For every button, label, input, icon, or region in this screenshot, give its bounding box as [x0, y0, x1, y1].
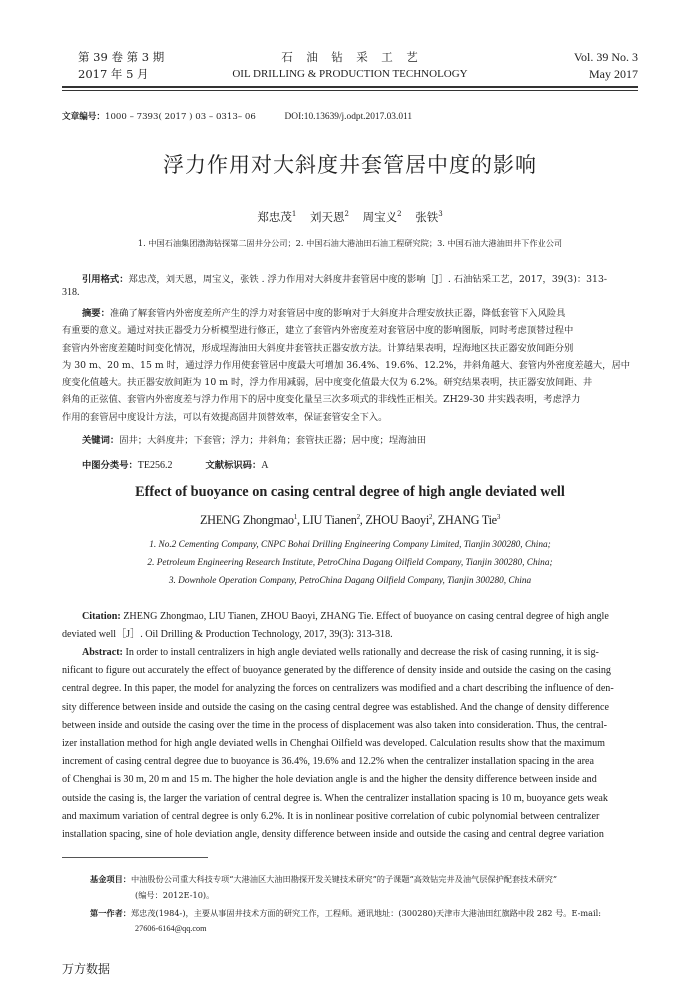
authors-cn	[0, 209, 700, 225]
classification-cn: 中图分类号：TE256.2 文献标识码：A	[82, 460, 269, 471]
citation-en: Citation: ZHENG Zhongmao, LIU Tianen, ZHOU Baoyi, ZHANG Tie. Effect of buoyance on casing central degree of high angle deviated well［J］. Oil Drilling & Production Technology, 2017, 39(3): 313-318.	[62, 611, 609, 641]
header-date-en: May 2017	[589, 67, 638, 81]
author-cn: 郑忠茂$^1$	[257, 210, 297, 224]
article-meta	[62, 110, 412, 122]
header-journal-en: OIL DRILLING & PRODUCTION TECHNOLOGY	[232, 68, 468, 80]
keywords-cn-label: 关键词：	[82, 435, 120, 446]
watermark: 万方数据	[62, 962, 111, 976]
header-volume-cn: 第 39 卷 第 3 期	[78, 50, 165, 64]
title-en: Effect of buoyance on casing central degree of high angle deviated well	[135, 484, 565, 500]
footnote-rule	[62, 857, 208, 858]
citation-cn: 引用格式：郑忠茂，刘天恩，周宝义，张铁 . 浮力作用对大斜度井套管居中度的影响［J］. 石油钻采工艺，2017，39(3)：313- 318.	[62, 274, 608, 299]
article-no-label: 文章编号：	[62, 112, 105, 122]
affiliations-en: 1. No.2 Cementing Company, CNPC Bohai Drilling Engineering Company Limited, Tianjin 300280, China; 2. Petroleum Engineering Research Institute, PetroChina Dagang Oilfield Company, Tianjin 300280, China; 3. Downhole Operation Company, PetroChina Dagang Oilfield Company, Tianjin 300280, China	[147, 540, 553, 586]
title-cn: 浮力作用对大斜度井套管居中度的影响	[163, 153, 537, 177]
header-rule-thin	[62, 90, 638, 91]
footnotes: 基金项目：中油股份公司重大科技专项“大港油区大油田勘探开发关键技术研究”的子课题“高效钻完井及油气层保护配套技术研究” (编号：2012E-10)。 第一作者：郑忠茂(1984-)，主要从事固井技术方面的研究工作，工程师。通讯地址：(300280)天津市大港油田红旗路中段 282 号。E-mail: 27606-6164@qq.com	[90, 871, 640, 937]
author-cn: 刘天恩$^2$	[309, 210, 349, 224]
citation-en-label: Citation:	[82, 611, 121, 622]
author-note: 第一作者：郑忠茂(1984-)，主要从事固井技术方面的研究工作，工程师。通讯地址：(300280)天津市大港油田红旗路中段 282 号。E-mail:	[90, 908, 602, 918]
author-cn: 周宝义$^2$	[362, 210, 402, 224]
abstract-cn: 摘要：准确了解套管内外密度差所产生的浮力对套管居中度的影响对于大斜度井合理安放扶正器，降低套管下入风险具 有重要的意义。通过对扶正器受力分析模型进行修正，建立了套管内外密度差对套管居中度的影响图版，同时考虑顶替过程中 套管内外密度差随时间变化情况，形成埕海油田大斜度井套管扶正器安放方法。计算结果表明，埕海地区扶正器安放间距分别 为 30 m、20 m、15 m 时，通过浮力作用使套管居中度最大可增加 36.4%、19.6%、12.2%，井斜角越大、套管内外密度差越大，居中 度变化值越大。扶正器安放间距为 10 m 时，浮力作用减弱，居中度变化值最大仅为 6.2%。研究结果表明，扶正器安放间距、井 斜角的正弦值、套管内外密度差与浮力作用下的居中度变化量呈三次多项式的非线性正相关。ZH29-30 井实践表明，考虑浮力 作用的套管居中度设计方法，可以有效提高固井顶替效率，保证套管安全下入。	[62, 308, 631, 423]
header-volume-en: Vol. 39 No. 3	[573, 50, 638, 64]
abstract-en: Abstract: In order to install centralizers in high angle deviated wells rationally and decrease the risk of casing running, it is sig- nificant to figure out accurately the effect of buoyance generated by the difference of density inside and outside the casing on the casing central degree. In this paper, the model for analyzing the forces on centralizers was modified and a chart describing the influence of den- sity difference between inside and outside the casing on the casing central degree was established. And the change of density difference between inside and outside the casing over the time in the process of displacement was also taken into consideration. Thus, the central- izer installation method for high angle deviated wells in Chenghai Oilfield was developed. Calculation results show that the maximum increment of casing central degree due to buoyance is 36.4%, 19.6% and 12.2% when the centralizer installation spacing in the area of Chenghai is 30 m, 20 m and 15 m. The higher the hole deviation angle is and the higher the density difference between inside and outside the casing is, the larger the variation of central degree is. When the centralizer installation spacing is 10 m, buoyance gets weak and maximum variation of central degree is only 6.2%. It is in nonlinear positive correlation of cubic polynomial between centralizer installation spacing, sine of hole deviation angle, density difference between inside and outside the casing and central degree variation	[62, 647, 614, 841]
authors-en: ZHENG Zhongmao$^1$, LIU Tianen$^2$, ZHOU Baoyi$^2$, ZHANG Tie$^3$	[199, 513, 501, 528]
header-rule	[62, 86, 638, 88]
citation-cn-label: 引用格式：	[82, 274, 129, 285]
keywords-cn: 关键词：固井；大斜度井；下套管；浮力；井斜角；套管扶正器；居中度；埕海油田	[82, 435, 427, 446]
article-no: 1000 – 7393( 2017 ) 03 – 0313– 06	[104, 112, 256, 122]
fund-note: 基金项目：中油股份公司重大科技专项“大港油区大油田勘探开发关键技术研究”的子课题“高效钻完井及油气层保护配套技术研究”	[90, 874, 558, 884]
header-date-cn: 2017 年 5 月	[78, 67, 149, 81]
abstract-cn-label: 摘要：	[82, 308, 110, 319]
abstract-en-label: Abstract:	[82, 647, 123, 658]
doi: DOI:10.13639/j.odpt.2017.03.011	[284, 112, 413, 122]
author-cn: 张铁$^3$	[415, 210, 443, 224]
header-journal-cn: 石 油 钻 采 工 艺	[281, 50, 419, 64]
affiliations-cn: 1. 中国石油集团渤海钻探第二固井分公司；2. 中国石油大港油田石油工程研究院；3. 中国石油大港油田井下作业公司	[137, 238, 563, 248]
